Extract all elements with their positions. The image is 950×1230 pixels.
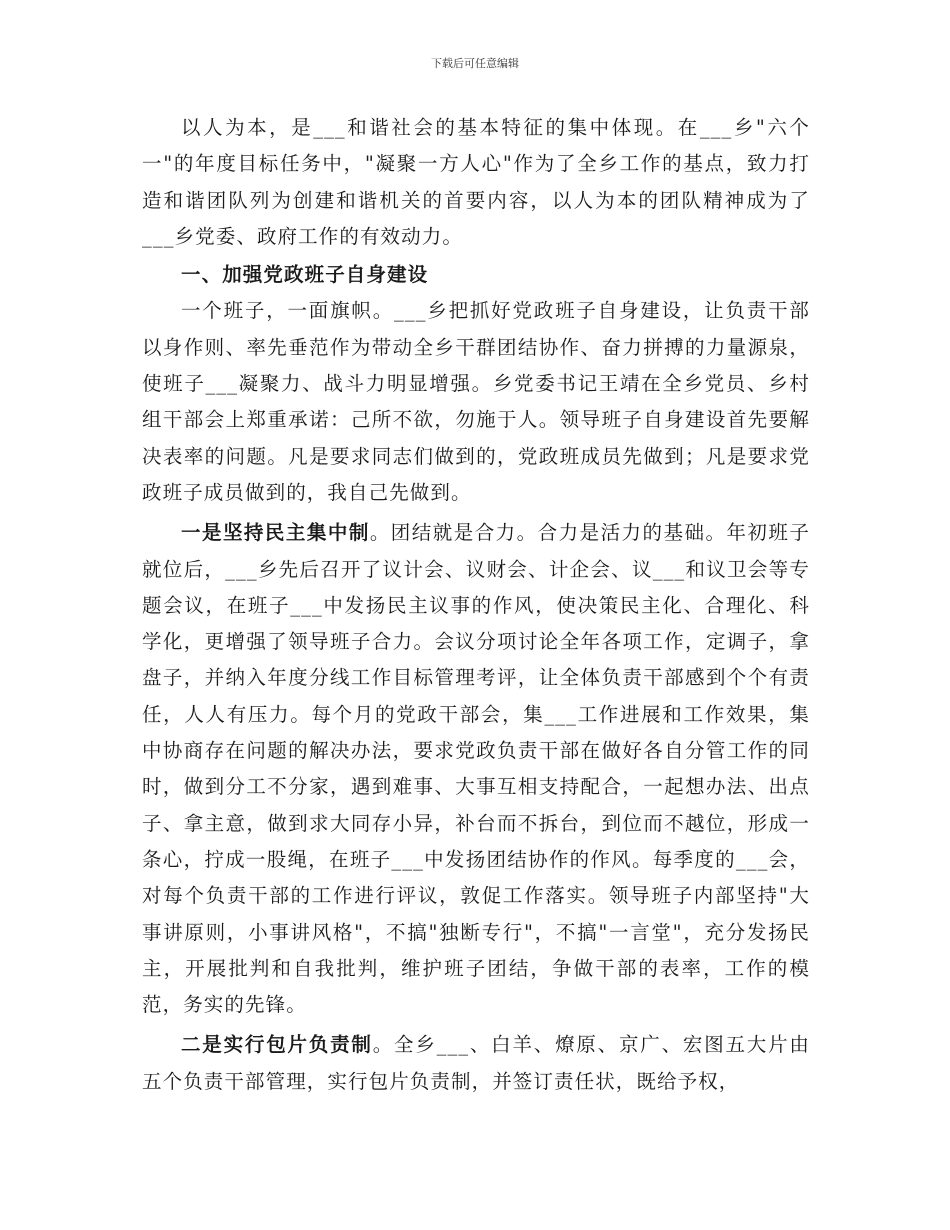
page-header-note: 下载后可任意编辑 <box>431 57 519 70</box>
paragraph-1: 一个班子，一面旗帜。___乡把抓好党政班子自身建设，让负责干部以身作则、率先垂范作为带动全乡干群团结协作、奋力拼搏的力量源泉，使班子___凝聚力、战斗力明显增强。乡党委书记王靖在全乡党员、乡村组干部会上郑重承诺：己所不欲，勿施于人。领导班子自身建设首先要解决表率的问题。凡是要求同志们做到的，党政班成员先做到；凡是要求党政班子成员做到的，我自己先做到。 <box>142 299 810 504</box>
paragraph-2 <box>142 515 810 1023</box>
paragraph-3 <box>142 1027 810 1100</box>
paragraph-2-body: 。团结就是合力。合力是活力的基础。年初班子就位后，___乡先后召开了议计会、议财会、计企会、议___和议卫会等专题会议，在班子___中发扬民主议事的作风，使决策民主化、合理化、科学化，更增强了领导班子合力。会议分项讨论全年各项工作，定调子，拿盘子，并纳入年度分线工作目标管理考评，让全体负责干部感到个个有责任，人人有压力。每个月的党政干部会，集___工作进展和工作效果，集中协商存在问题的解决办法，要求党政负责干部在做好各自分管工作的同时，做到分工不分家，遇到难事、大事互相支持配合，一起想办法、出点子、拿主意，做到求大同存小异，补台而不拆台，到位而不越位，形成一条心，拧成一股绳，在班子___中发扬团结协作的作风。每季度的___会，对每个负责干部的工作进行评议，敦促工作落实。领导班子内部坚持"大事讲原则，小事讲风格"，不搞"独断专行"，不搞"一言堂"，充分发扬民主，开展批判和自我批判，维护班子团结，争做干部的表率，工作的模范，务实的先锋。 <box>142 521 810 1017</box>
intro-paragraph: 以人为本，是___和谐社会的基本特征的集中体现。在___乡"六个一"的年度目标任务中，"凝聚一方人心"作为了全乡工作的基点，致力打造和谐团队列为创建和谐机关的首要内容，以人为本的团队精神成为了___乡党委、政府工作的有效动力。 <box>142 116 810 248</box>
section-heading: 一、加强党政班子自身建设 <box>181 263 429 287</box>
document-body <box>142 110 810 1100</box>
paragraph-3-body: 。全乡___、白羊、燎原、京广、宏图五大片由五个负责干部管理，实行包片负责制，并签订责任状，既给予权， <box>142 1033 810 1093</box>
paragraph-2-lead: 一是坚持民主集中制 <box>181 521 370 545</box>
paragraph-3-lead: 二是实行包片负责制 <box>181 1033 373 1057</box>
